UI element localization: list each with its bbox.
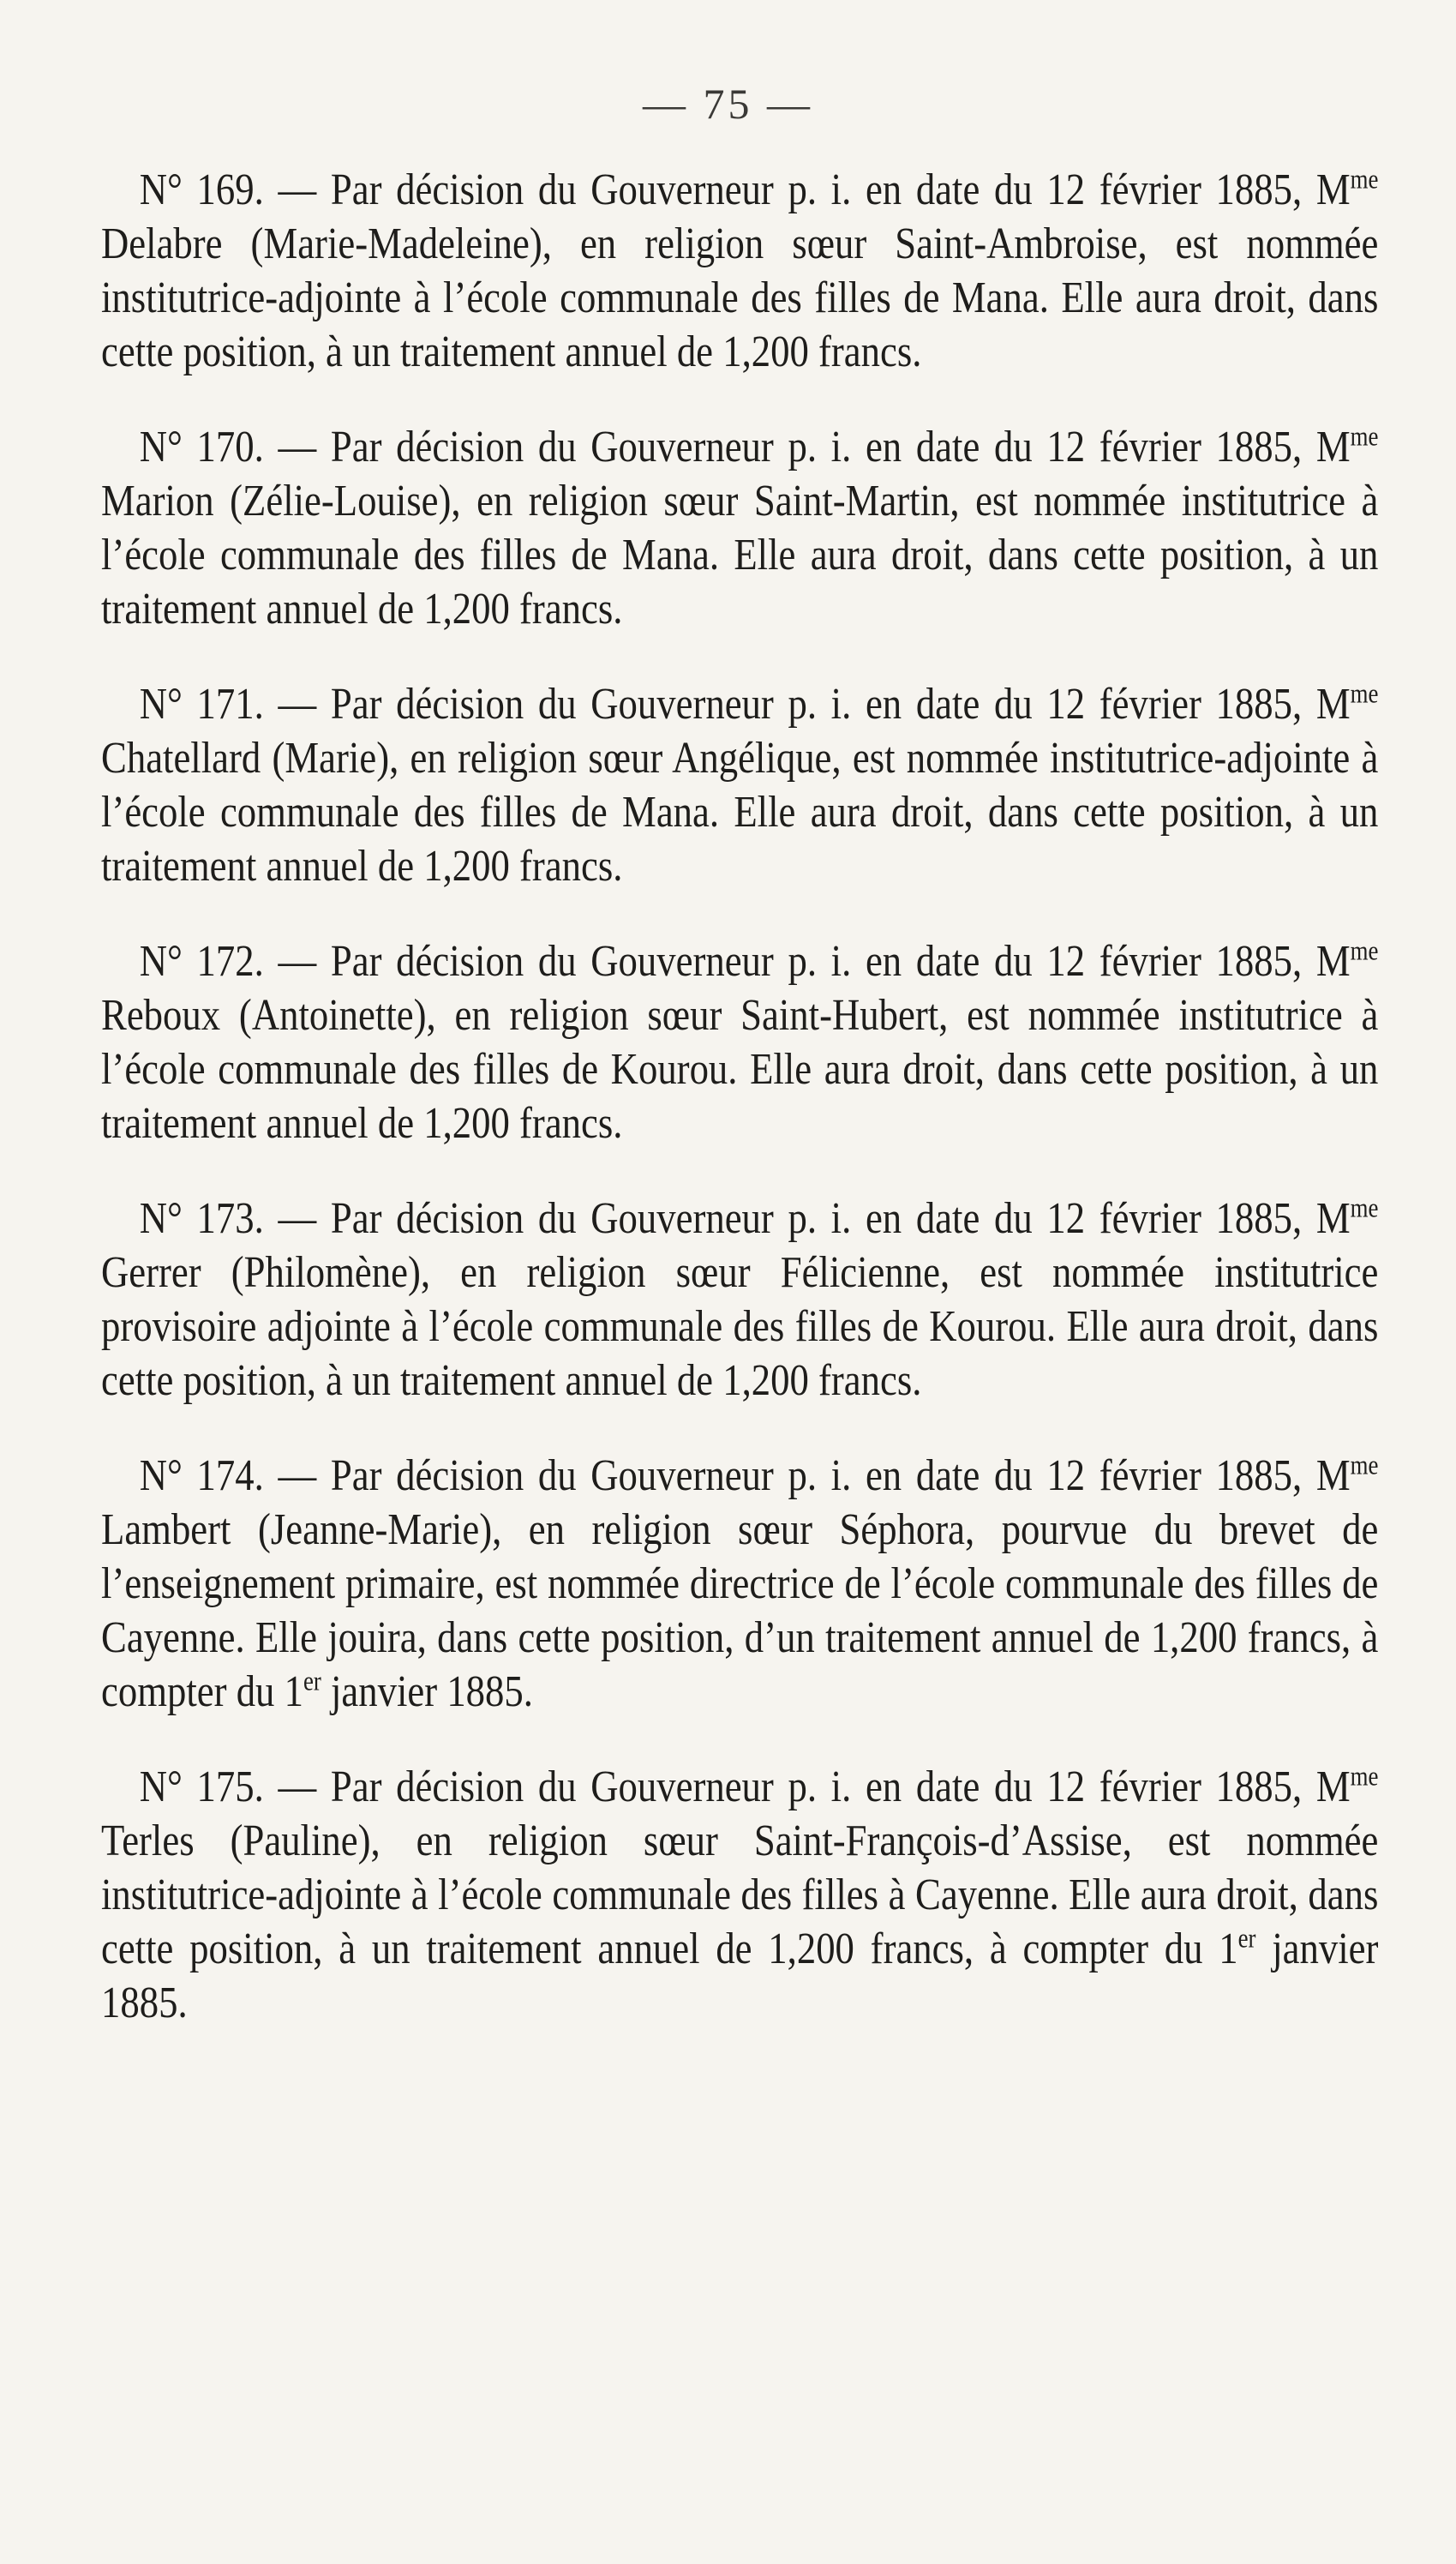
decision-entry-173 xyxy=(101,1192,1378,1408)
title-superscript: me xyxy=(1350,1450,1379,1480)
entry-prefix: — Par décision du Gouverneur p. i. en date du 12 février 1885, M xyxy=(263,680,1351,729)
entry-prefix: — Par décision du Gouverneur p. i. en date du 12 février 1885, M xyxy=(263,1762,1351,1811)
entry-suffix: janvier 1885. xyxy=(321,1667,533,1716)
title-superscript: me xyxy=(1350,164,1379,195)
entry-prefix: — Par décision du Gouverneur p. i. en date du 12 février 1885, M xyxy=(263,165,1351,214)
ordinal-superscript: er xyxy=(303,1666,321,1696)
entry-text: Gerrer (Philomène), en religion sœur Félicienne, est nommée institutrice provisoire adjointe à l’école communale des filles de Kourou. Elle aura droit, dans cette position, à un traitement annuel de 1,200 francs. xyxy=(101,1248,1379,1405)
decision-entry-171 xyxy=(101,677,1378,893)
entry-prefix: — Par décision du Gouverneur p. i. en date du 12 février 1885, M xyxy=(263,1194,1351,1243)
entry-prefix: — Par décision du Gouverneur p. i. en date du 12 février 1885, M xyxy=(263,1451,1351,1500)
entry-text: Chatellard (Marie), en religion sœur Angélique, est nommée institutrice-adjointe à l’école communale des filles de Mana. Elle aura droit, dans cette position, à un traitement annuel de 1,200 francs. xyxy=(101,734,1379,891)
title-superscript: me xyxy=(1350,1761,1379,1792)
entry-number: N° 173. xyxy=(139,1194,264,1243)
entry-text: Lambert (Jeanne-Marie), en religion sœur Séphora, pourvue du brevet de l’enseignement primaire, est nommée directrice de l’école communale des filles de Cayenne. Elle jouira, dans cette position, d’un traitement annuel de 1,200 francs, à compter du 1 xyxy=(101,1505,1379,1716)
entry-number: N° 171. xyxy=(139,680,264,729)
title-superscript: me xyxy=(1350,1192,1379,1223)
entry-number: N° 170. xyxy=(139,423,264,471)
title-superscript: me xyxy=(1350,935,1379,966)
entry-prefix: — Par décision du Gouverneur p. i. en date du 12 février 1885, M xyxy=(263,937,1351,986)
entry-number: N° 169. xyxy=(139,165,264,214)
entry-number: N° 175. xyxy=(139,1762,264,1811)
entry-prefix: — Par décision du Gouverneur p. i. en date du 12 février 1885, M xyxy=(263,423,1351,471)
decision-list xyxy=(101,163,1378,2071)
entry-suffix: janvier 1885. xyxy=(101,1925,1379,2027)
title-superscript: me xyxy=(1350,678,1379,709)
decision-entry-175 xyxy=(101,1760,1378,2030)
page-number: — 75 — xyxy=(643,80,813,128)
entry-number: N° 174. xyxy=(139,1451,264,1500)
decision-entry-174 xyxy=(101,1449,1378,1719)
ordinal-superscript: er xyxy=(1237,1923,1256,1954)
entry-text: Terles (Pauline), en religion sœur Saint-François-d’Assise, est nommée institutrice-adjointe à l’école communale des filles à Cayenne. Elle aura droit, dans cette position, à un traitement annuel de 1,200 francs, à compter du 1 xyxy=(101,1816,1379,1973)
decision-entry-172 xyxy=(101,934,1378,1150)
entry-number: N° 172. xyxy=(139,937,264,986)
entry-text: Reboux (Antoinette), en religion sœur Saint-Hubert, est nommée institutrice à l’école communale des filles de Kourou. Elle aura droit, dans cette position, à un traitement annuel de 1,200 francs. xyxy=(101,991,1379,1148)
decision-entry-170 xyxy=(101,420,1378,636)
decision-entry-169 xyxy=(101,163,1378,379)
entry-text: Marion (Zélie-Louise), en religion sœur Saint-Martin, est nommée institutrice à l’école communale des filles de Mana. Elle aura droit, dans cette position, à un traitement annuel de 1,200 francs. xyxy=(101,477,1379,633)
title-superscript: me xyxy=(1350,421,1379,452)
entry-text: Delabre (Marie-Madeleine), en religion sœur Saint-Ambroise, est nommée institutrice-adjointe à l’école communale des filles de Mana. Elle aura droit, dans cette position, à un traitement annuel de 1,200 francs. xyxy=(101,219,1379,376)
